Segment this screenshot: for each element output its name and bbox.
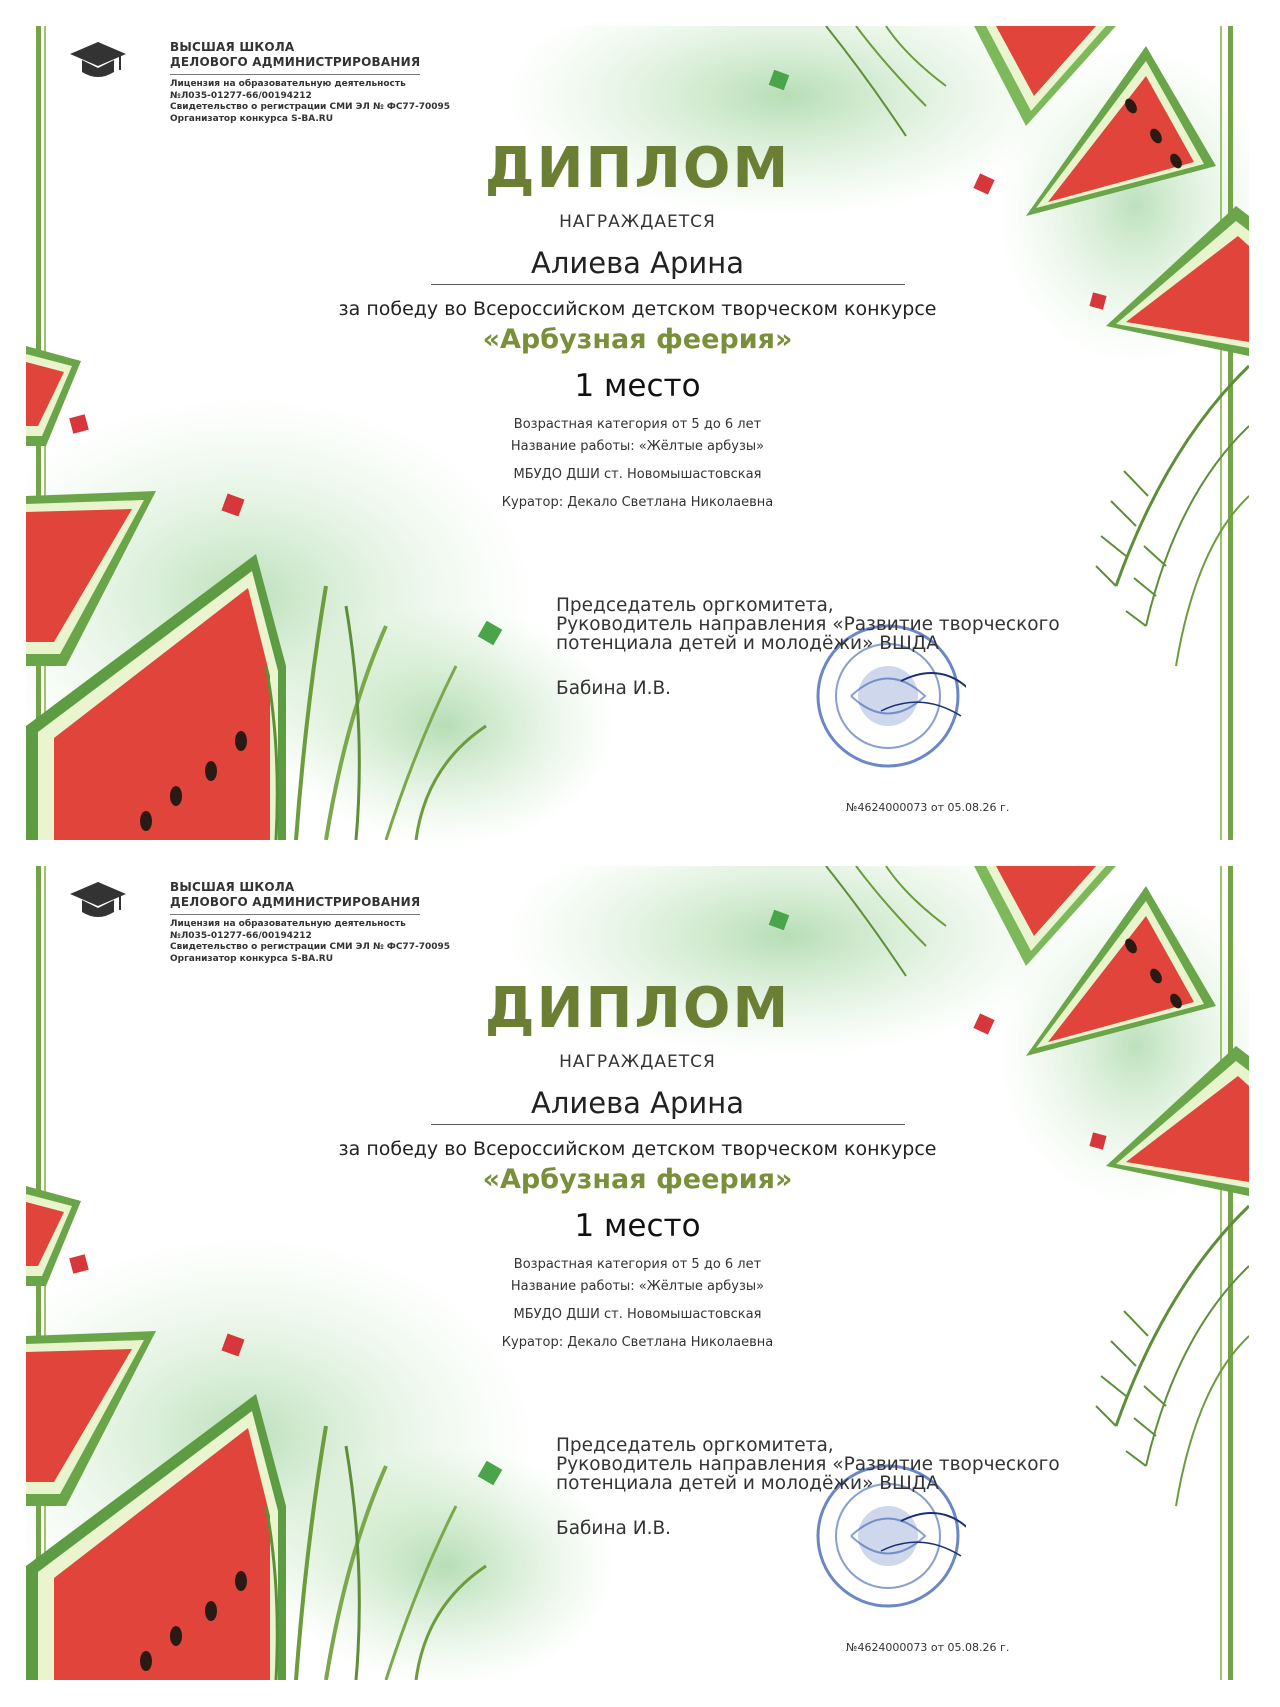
organizer-info: Лицензия на образовательную деятельность №Л035-01277-66/00194212 Свидетельство о регистрации СМИ ЭЛ № ФС77-70095 Организатор конкурса S-BA.RU — [170, 919, 451, 964]
awarded-label: НАГРАЖДАЕТСЯ — [559, 1052, 716, 1072]
graduation-cap-icon — [68, 878, 128, 924]
organizer-name: ВЫСШАЯ ШКОЛА ДЕЛОВОГО АДМИНИСТРИРОВАНИЯ — [170, 40, 421, 69]
diploma-2 — [26, 866, 1249, 1680]
institution: МБУДО ДШИ ст. Новомышастовская — [513, 467, 762, 482]
age-category: Возрастная категория от 5 до 6 лет — [513, 1257, 762, 1272]
recipient-name: Алиева Арина — [531, 1086, 744, 1120]
contest-name: «Арбузная феерия» — [482, 1164, 793, 1195]
award-reason: за победу во Всероссийском детском творческом конкурсе — [338, 1138, 937, 1160]
signer-name: Бабина И.В. — [556, 1518, 672, 1539]
signer-name: Бабина И.В. — [556, 678, 672, 699]
diploma-title: ДИПЛОМ — [484, 976, 791, 1041]
organizer-info: Лицензия на образовательную деятельность №Л035-01277-66/00194212 Свидетельство о регистрации СМИ ЭЛ № ФС77-70095 Организатор конкурса S-BA.RU — [170, 79, 451, 124]
age-category: Возрастная категория от 5 до 6 лет — [513, 417, 762, 432]
award-details — [26, 1254, 1249, 1354]
document-number: №4624000073 от 05.08.26 г. — [846, 801, 1010, 814]
recipient-underline — [431, 284, 905, 285]
award-reason: за победу во Всероссийском детском творческом конкурсе — [338, 298, 937, 320]
signer-title: Председатель оргкомитета, Руководитель направления «Развитие творческого потенциала детей и молодёжи» ВШДА — [556, 595, 1060, 654]
work-title: Название работы: «Жёлтые арбузы» — [510, 1279, 765, 1294]
recipient-name: Алиева Арина — [531, 246, 744, 280]
diploma-title: ДИПЛОМ — [484, 136, 791, 201]
place-label: 1 место — [574, 1208, 701, 1244]
logo-divider — [170, 74, 420, 75]
graduation-cap-icon — [68, 38, 128, 84]
curator: Куратор: Декало Светлана Николаевна — [501, 495, 774, 510]
work-title: Название работы: «Жёлтые арбузы» — [510, 439, 765, 454]
document-number: №4624000073 от 05.08.26 г. — [846, 1641, 1010, 1654]
organizer-name: ВЫСШАЯ ШКОЛА ДЕЛОВОГО АДМИНИСТРИРОВАНИЯ — [170, 880, 421, 909]
signer-title: Председатель оргкомитета, Руководитель направления «Развитие творческого потенциала детей и молодёжи» ВШДА — [556, 1435, 1060, 1494]
award-details — [26, 414, 1249, 514]
logo-divider — [170, 914, 420, 915]
contest-name: «Арбузная феерия» — [482, 324, 793, 355]
curator: Куратор: Декало Светлана Николаевна — [501, 1335, 774, 1350]
awarded-label: НАГРАЖДАЕТСЯ — [559, 212, 716, 232]
institution: МБУДО ДШИ ст. Новомышастовская — [513, 1307, 762, 1322]
place-label: 1 место — [574, 368, 701, 404]
recipient-underline — [431, 1124, 905, 1125]
diploma-1 — [26, 26, 1249, 840]
